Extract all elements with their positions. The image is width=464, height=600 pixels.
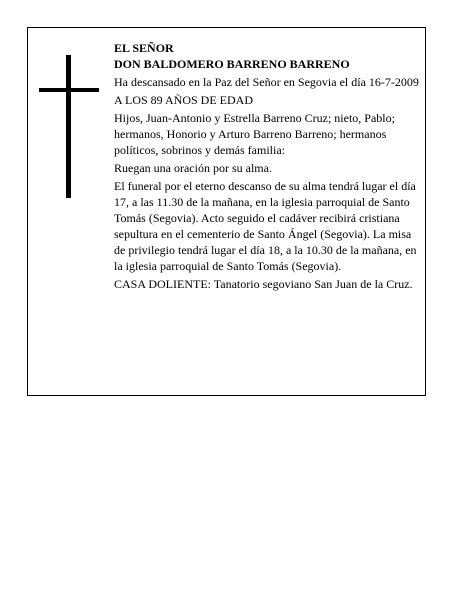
cross-icon [39, 55, 99, 198]
cross-horizontal-bar [39, 88, 99, 92]
age-statement: A LOS 89 AÑOS DE EDAD [114, 93, 254, 107]
prayer-request: Ruegan una oración por su alma. [114, 161, 272, 175]
funeral-details: El funeral por el eterno descanso de su alma tendrá lugar el día 17, a las 11.30 de la mañana, en la iglesia parroquial de Santo Tomás (Segovia). Acto seguido el cadáver recibirá cristiana sepultura en el cementerio de Santo Ángel (Segovia). La misa de privilegio tendrá lugar el día 18, a la 10.30 de la mañana, en la iglesia parroquial de Santo Tomás (Segovia). [114, 179, 417, 273]
mourning-house: CASA DOLIENTE: Tanatorio segoviano San Juan de la Cruz. [114, 277, 413, 291]
obituary-notice [27, 27, 426, 396]
rest-statement: Ha descansado en la Paz del Señor en Segovia el día 16-7-2009 [114, 75, 419, 89]
deceased-name: DON BALDOMERO BARRENO BARRENO [114, 57, 350, 71]
heading-title: EL SEÑOR [114, 41, 174, 55]
family-list: Hijos, Juan-Antonio y Estrella Barreno Cruz; nieto, Pablo; hermanos, Honorio y Arturo Barreno Barreno; hermanos políticos, sobrinos y demás familia: [114, 111, 395, 157]
cross-vertical-bar [66, 55, 71, 198]
obituary-text [114, 40, 420, 294]
